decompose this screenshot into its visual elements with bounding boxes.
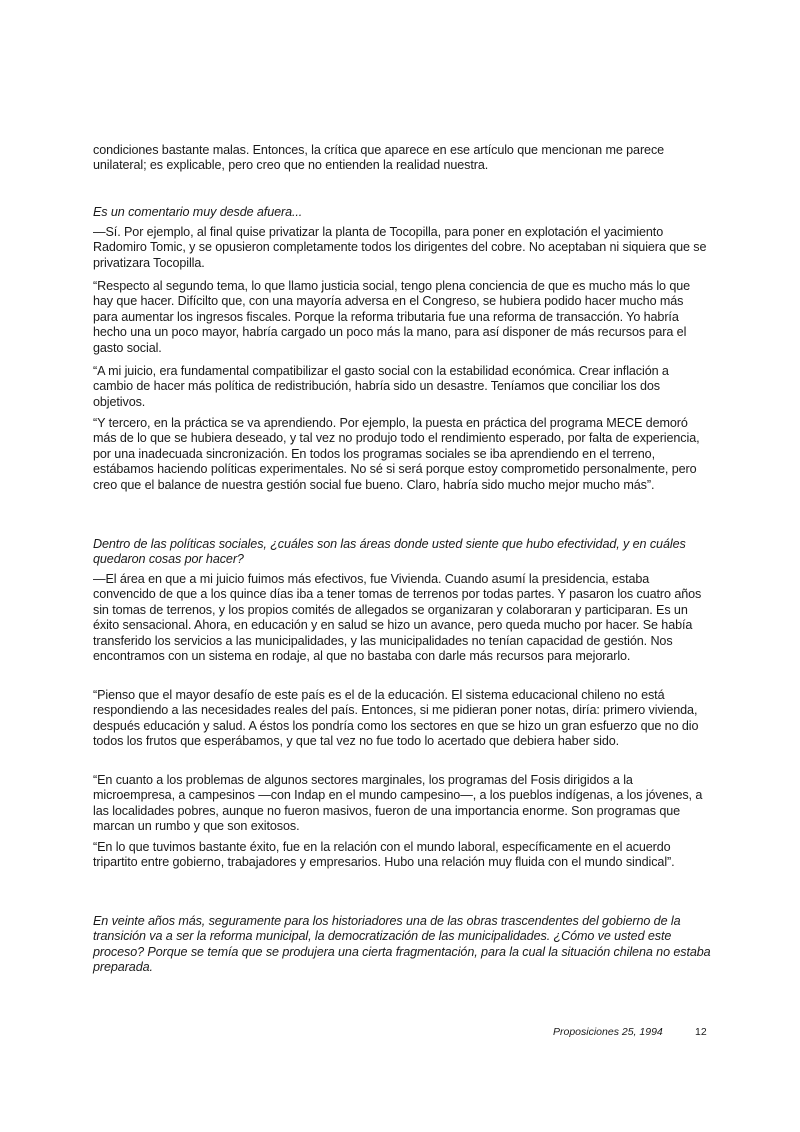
interview-answer: “Respecto al segundo tema, lo que llamo justicia social, tengo plena conciencia de que es mucho más lo que hay que hacer. Difícilto que, con una mayoría adversa en el Congreso, se hubiera podido hacer mucho más para aumentar los ingresos fiscales. Porque la reforma tributaria fue una reforma de transacción. Yo habría hecho una un poco mayor, habría cargado un poco más la mano, para así disponer de más recursos para el gasto social. [93,279,691,355]
interview-answer: —El área en que a mi juicio fuimos más efectivos, fue Vivienda. Cuando asumí la presidencia, estaba convencido de que a los quince días iba a tener tomas de terrenos por todas partes. Y pasaron los cuatro años sin tomas de terrenos, y los propios comités de allegados se organizaran y colaboraran y participaran. Es un éxito sensacional. Ahora, en educación y en salud se hizo un avance, pero queda mucho por hacer. Se había transferido los servicios a las municipalidades, y las municipalidades no tenían capacidad de gestión. Nos encontramos con un sistema en rodaje, al que no bastaba con darle más recursos para mejorarlo. [93,572,702,664]
footer-page-number: 12 [695,1026,707,1038]
interview-answer: “En cuanto a los problemas de algunos sectores marginales, los programas del Fosis dirigidos a la microempresa, a campesinos —con Indap en el mundo campesino—, a los pueblos indígenas, a los jóvenes, a las localidades pobres, aunque no fueron masivos, fueron de una importancia enorme. Son programas que marcan un rumbo y que son exitosos. [93,773,703,834]
interview-answer: “Pienso que el mayor desafío de este país es el de la educación. El sistema educacional chileno no está respondiendo a las necesidades reales del país. Entonces, si me pidieran poner notas, diría: primero vivienda, después educación y salud. A éstos los pondría como los sectores en que se hizo un gran esfuerzo que no dio todos los frutos que esperábamos, y que tal vez no fue todo lo acertado que debiera haber sido. [93,688,699,749]
interview-answer: “Y tercero, en la práctica se va aprendiendo. Por ejemplo, la puesta en práctica del programa MECE demoró más de lo que se hubiera deseado, y tal vez no produjo todo el rendimiento esperado, por falta de experiencia, por una inadecuada sincronización. En todos los programas sociales se iba aprendiendo en el terreno, estábamos haciendo políticas experimentales. No sé si será porque estoy comprometido personalmente, pero creo que el balance de nuestra gestión social fue bueno. Claro, habría sido mucho mejor mucho más”. [93,416,700,492]
interview-answer: “A mi juicio, era fundamental compatibilizar el gasto social con la estabilidad económica. Crear inflación a cambio de hacer más política de redistribución, habría sido un desastre. Teníamos que conciliar los dos objetivos. [93,364,669,409]
interview-question: En veinte años más, seguramente para los historiadores una de las obras trascendentes del gobierno de la transición va a ser la reforma municipal, la democratización de las municipalidades. ¿Cómo ve usted este proceso? Porque se temía que se produjera una cierta fragmentación, para la cual la situación chilena no estaba preparada. [93,914,711,975]
interview-answer: —Sí. Por ejemplo, al final quise privatizar la planta de Tocopilla, para poner en explotación el yacimiento Radomiro Tomic, y se opusieron completamente todos los dirigentes del cobre. No aceptaban ni siquiera que se privatizara Tocopilla. [93,225,707,270]
interview-answer: “En lo que tuvimos bastante éxito, fue en la relación con el mundo laboral, específicamente en el acuerdo tripartito entre gobierno, trabajadores y empresarios. Hubo una relación muy fluida con el mundo sindical”. [93,840,675,870]
interview-question: Es un comentario muy desde afuera... [93,205,303,219]
interview-question: Dentro de las políticas sociales, ¿cuáles son las áreas donde usted siente que hubo efectividad, y en cuáles quedaron cosas por hacer? [93,537,686,567]
footer-journal-citation: Proposiciones 25, 1994 [553,1026,663,1038]
paragraph-continuation: condiciones bastante malas. Entonces, la crítica que aparece en ese artículo que mencionan me parece unilateral; es explicable, pero creo que no entienden la realidad nuestra. [93,143,665,173]
